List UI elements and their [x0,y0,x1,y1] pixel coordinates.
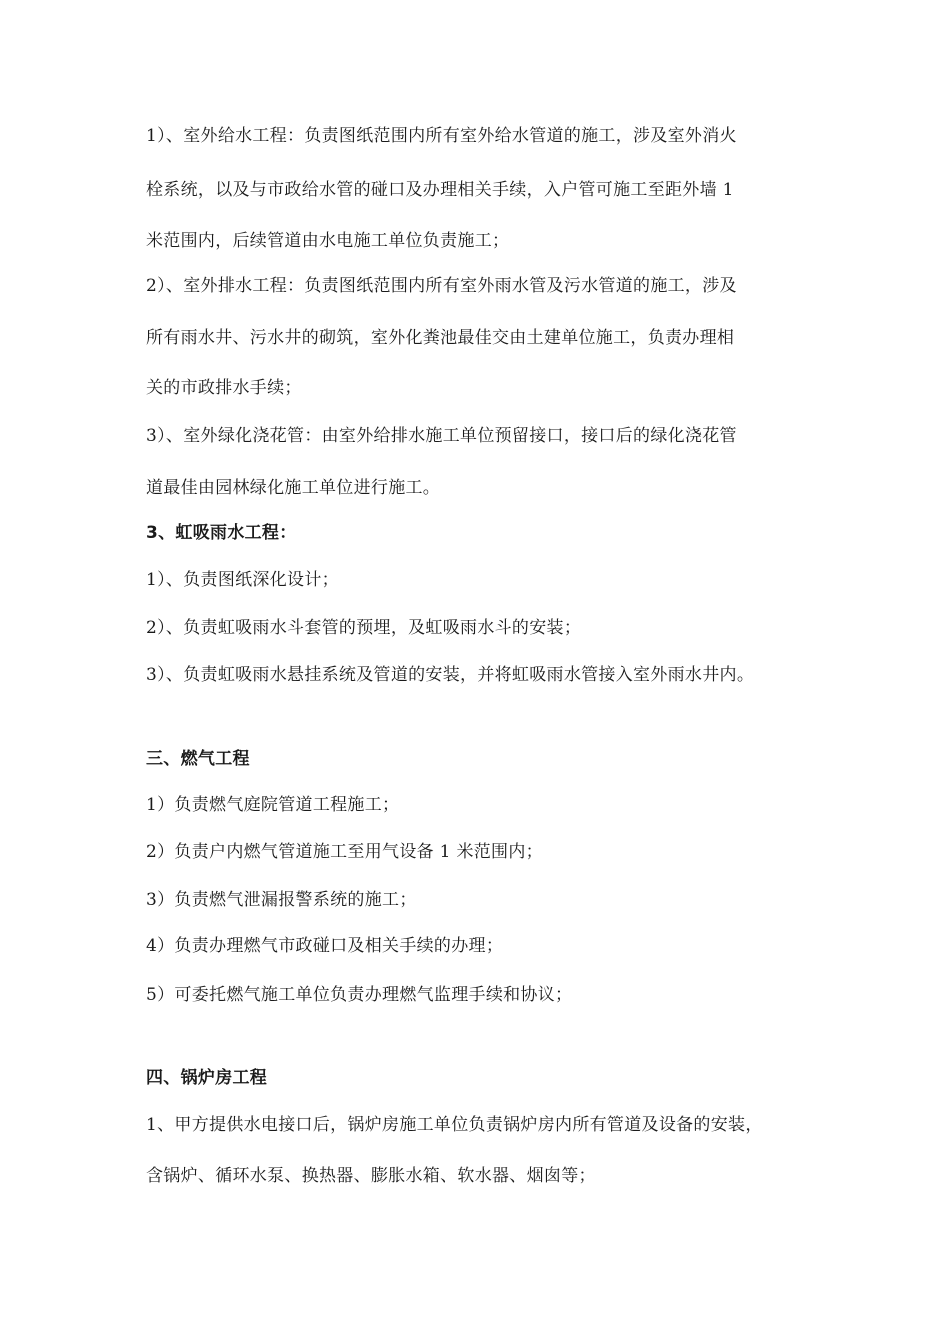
paragraph-line: 米范围内，后续管道由水电施工单位负责施工； [146,231,510,251]
paragraph-line: 1、甲方提供水电接口后，锅炉房施工单位负责锅炉房内所有管道及设备的安装， [146,1115,763,1135]
paragraph-line: 道最佳由园林绿化施工单位进行施工。 [146,478,441,498]
paragraph-line: 3）负责燃气泄漏报警系统的施工； [146,890,417,910]
paragraph-line: 1）负责燃气庭院管道工程施工； [146,795,400,815]
paragraph-line: 所有雨水井、污水井的砌筑，室外化粪池最佳交由土建单位施工，负责办理相 [146,328,735,348]
paragraph-line: 3）、室外绿化浇花管：由室外给排水施工单位预留接口，接口后的绿化浇花管 [146,426,737,446]
paragraph-line: 含锅炉、循环水泵、换热器、膨胀水箱、软水器、烟囱等； [146,1166,596,1186]
paragraph-line: 1）、负责图纸深化设计； [146,570,339,590]
paragraph-line: 5）可委托燃气施工单位负责办理燃气监理手续和协议； [146,985,573,1005]
section-heading: 三、燃气工程 [146,749,250,769]
paragraph-line: 2）、室外排水工程：负责图纸范围内所有室外雨水管及污水管道的施工，涉及 [146,276,737,296]
paragraph-line: 1）、室外给水工程：负责图纸范围内所有室外给水管道的施工，涉及室外消火 [146,126,737,146]
paragraph-line: 2）负责户内燃气管道施工至用气设备 1 米范围内； [146,842,543,862]
paragraph-line: 2）、负责虹吸雨水斗套管的预埋，及虹吸雨水斗的安装； [146,618,582,638]
section-heading: 3、虹吸雨水工程： [146,523,297,543]
section-heading: 四、锅炉房工程 [146,1068,268,1088]
paragraph-line: 关的市政排水手续； [146,378,302,398]
paragraph-line: 4）负责办理燃气市政碰口及相关手续的办理； [146,936,504,956]
paragraph-line: 3）、负责虹吸雨水悬挂系统及管道的安装，并将虹吸雨水管接入室外雨水井内。 [146,665,755,685]
paragraph-line: 栓系统，以及与市政给水管的碰口及办理相关手续，入户管可施工至距外墙 1 [146,180,734,200]
